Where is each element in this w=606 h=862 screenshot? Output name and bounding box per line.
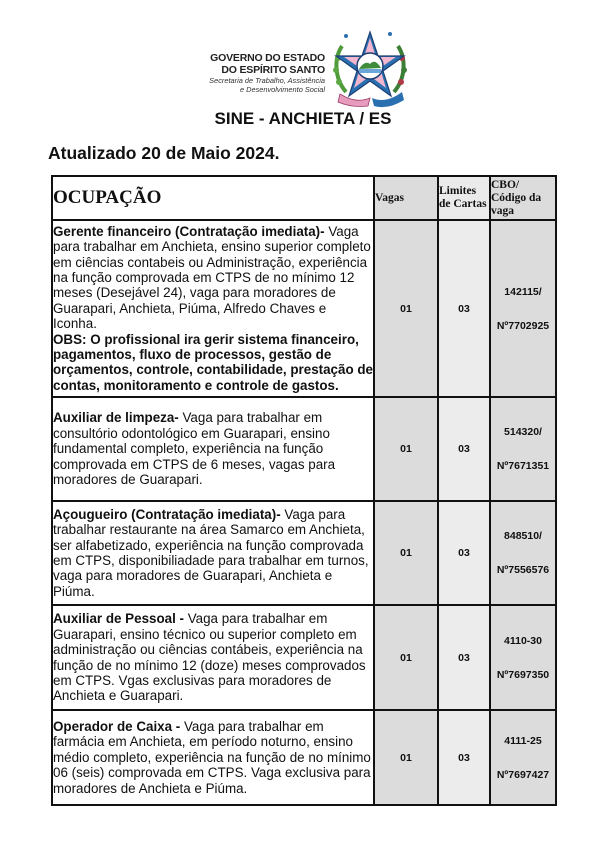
job-title: Operador de Caixa - (53, 718, 181, 734)
job-code: Nº7697350 (496, 668, 550, 681)
job-vagas: 01 (374, 220, 438, 397)
job-limites: 03 (438, 605, 490, 710)
job-limites: 03 (438, 710, 490, 805)
job-description (52, 220, 374, 397)
job-cbo: 514320/ (504, 426, 542, 438)
job-cbo-cell (490, 710, 556, 805)
job-cbo: 4110-30 (504, 634, 542, 647)
job-title: Açougueiro (Contratação imediata)- (53, 506, 281, 522)
job-openings-table (51, 175, 557, 806)
job-details: Vaga para trabalhar em Anchieta, ensino superior completo em ciências contabeis ou Administração, experiência na função comprovada em CTPS de no mínimo 12 meses (Desejável 24), vaga para moradores de Guarapari, Anchieta, Piúma, Alfredo Chaves e Iconha. (53, 223, 371, 332)
job-observation: OBS: O profissional ira gerir sistema financeiro, pagamentos, fluxo de processos, gestão de orçamentos, controle, contabilidade, prestação de contas, monitoramento e controle de gastos. (53, 331, 373, 393)
job-title: Gerente financeiro (Contratação imediata)- (53, 223, 325, 239)
job-code: Nº7697427 (496, 768, 550, 781)
job-details: Vaga para trabalhar restaurante na área Samarco em Anchieta, ser alfabetizado, experiência na função comprovada em CTPS, disponibiliadade para trabalhar em turnos, vaga para moradores de Guarapari, Anchieta e Piúma. (53, 506, 369, 599)
government-logo-text (200, 52, 325, 94)
secretaria-line1: Secretaria de Trabalho, Assistência (209, 76, 325, 85)
column-header-ocupacao: OCUPAÇÃO (52, 176, 374, 220)
job-limites: 03 (438, 501, 490, 605)
job-description (52, 605, 374, 710)
job-cbo-cell (490, 605, 556, 710)
job-code: Nº7702925 (496, 319, 550, 332)
job-cbo-cell (490, 501, 556, 605)
job-limites: 03 (438, 220, 490, 397)
gov-name-line1: GOVERNO DO ESTADO (210, 52, 325, 64)
column-header-cbo: CBO/ Código da vaga (490, 176, 556, 220)
column-header-limites: Limites de Cartas (438, 176, 490, 220)
updated-date: Atualizado 20 de Maio 2024. (48, 143, 280, 163)
table-header-row (52, 176, 556, 220)
gov-name-line2: DO ESPÍRITO SANTO (221, 64, 325, 76)
job-title: Auxiliar de Pessoal - (53, 611, 184, 627)
job-code: Nº7671351 (496, 460, 550, 472)
column-header-vagas: Vagas (374, 176, 438, 220)
table-row (52, 220, 556, 397)
coat-of-arms-icon (328, 28, 412, 108)
job-details: Vaga para trabalhar em farmácia em Anchieta, em período noturno, ensino médio completo, experiência na função de no mínimo 06 (seis) comprovada em CTPS. Vaga exclusiva para moradores de Anchieta e Piúma. (53, 718, 371, 796)
government-logo (200, 28, 420, 108)
job-cbo-cell (490, 220, 556, 397)
job-cbo: 4111-25 (504, 734, 542, 747)
job-details: Vaga para trabalhar em consultório odontológico em Guarapari, ensino fundamental completo, experiência na função comprovada em CTPS de 6 meses, vagas para moradores de Guarapari. (53, 410, 336, 488)
job-cbo: 848510/ (504, 530, 542, 542)
table-row (52, 501, 556, 605)
job-limites: 03 (438, 397, 490, 501)
page-title: SINE - ANCHIETA / ES (214, 109, 392, 128)
job-description (52, 397, 374, 501)
table-row (52, 710, 556, 805)
secretaria-line2: e Desenvolvimento Social (239, 85, 325, 94)
job-vagas: 01 (374, 397, 438, 501)
job-title: Auxiliar de limpeza- (53, 410, 179, 426)
job-cbo: 142115/ (504, 285, 542, 298)
job-vagas: 01 (374, 605, 438, 710)
job-details: Vaga para trabalhar em Guarapari, ensino técnico ou superior completo em administração ou ciências contábeis, experiência na função de no mínimo 12 (doze) meses comprovados em CTPS. Vgas exclusivas para moradores de Anchieta e Guarapari. (53, 611, 366, 704)
job-description (52, 501, 374, 605)
job-code: Nº7556576 (496, 564, 550, 576)
table-row (52, 605, 556, 710)
table-row (52, 397, 556, 501)
job-vagas: 01 (374, 710, 438, 805)
job-cbo-cell (490, 397, 556, 501)
job-description (52, 710, 374, 805)
job-vagas: 01 (374, 501, 438, 605)
